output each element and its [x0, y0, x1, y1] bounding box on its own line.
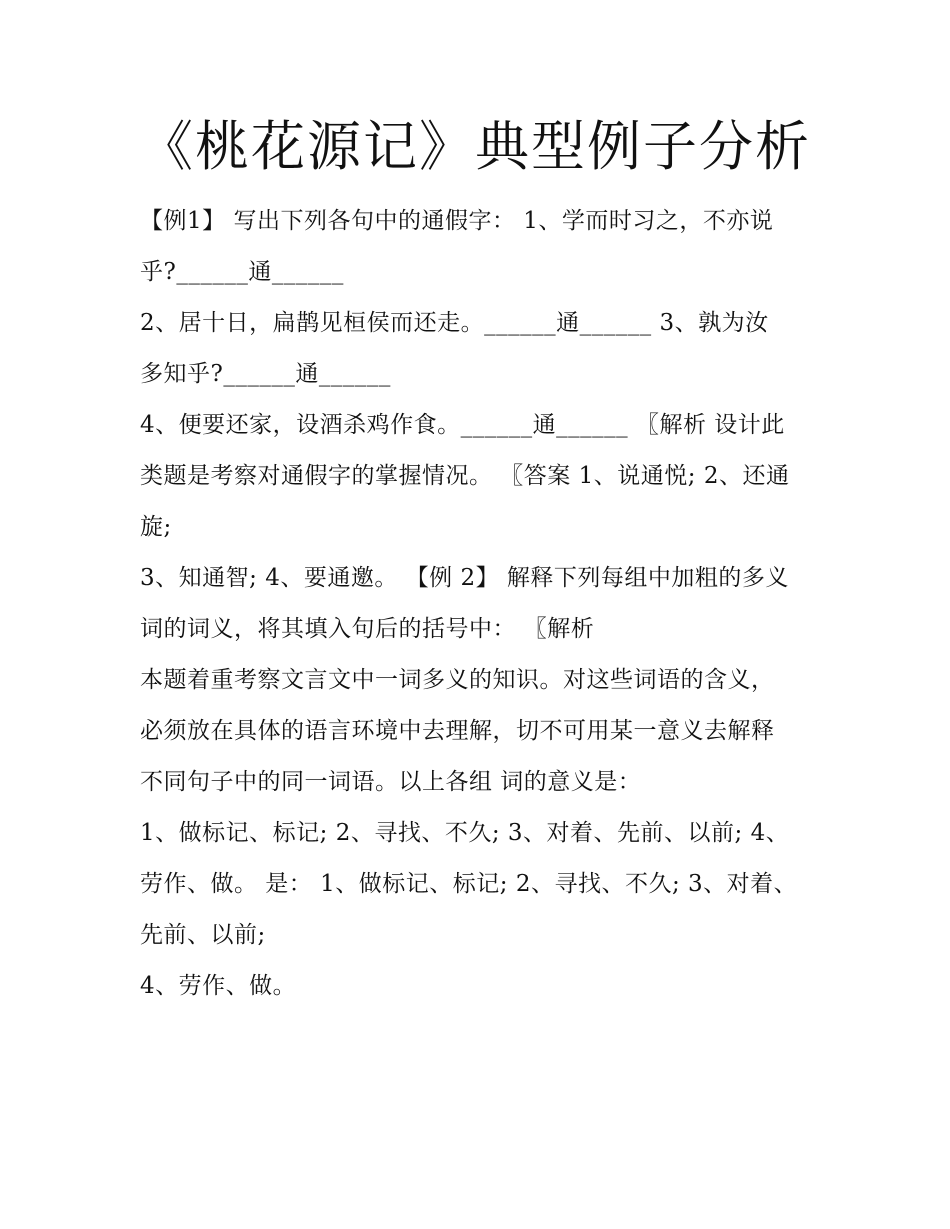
text-line: 本题着重考察文言文中一词多义的知识。对这些词语的含义，: [140, 667, 775, 693]
text-line: 劳作、做。 是： 1、做标记、标记; 2、寻找、不久; 3、对着、: [140, 871, 798, 897]
text-line: 【例1】 写出下列各句中的通假字： 1、学而时习之，不亦说: [140, 208, 774, 234]
text-line: 4、劳作、做。: [140, 973, 297, 999]
text-line: 3、知通智; 4、要通邀。 【例 2】 解释下列每组中加粗的多义: [140, 565, 789, 591]
text-line: 类题是考察对通假字的掌握情况。 〖答案 1、说通悦; 2、还通: [140, 463, 790, 489]
text-line: 先前、以前;: [140, 922, 266, 948]
text-line: 词的词义，将其填入句后的括号中： 〖解析: [140, 616, 595, 642]
text-line: 4、便要还家，设酒杀鸡作食。______通______ 〖解析 设计此: [140, 412, 785, 438]
document-body: [140, 196, 820, 1012]
page-title: 《桃花源记》典型例子分析: [139, 115, 811, 178]
text-line: 必须放在具体的语言环境中去理解，切不可用某一意义去解释: [140, 718, 775, 744]
text-line: 乎?______通______: [140, 259, 344, 285]
text-line: 旋;: [140, 514, 172, 540]
text-line: 多知乎?______通______: [140, 361, 391, 387]
text-line: 不同句子中的同一词语。以上各组 词的意义是：: [140, 769, 642, 795]
text-line: 2、居十日，扁鹊见桓侯而还走。______通______ 3、孰为汝: [140, 310, 769, 336]
text-line: 1、做标记、标记; 2、寻找、不久; 3、对着、先前、以前; 4、: [140, 820, 790, 846]
